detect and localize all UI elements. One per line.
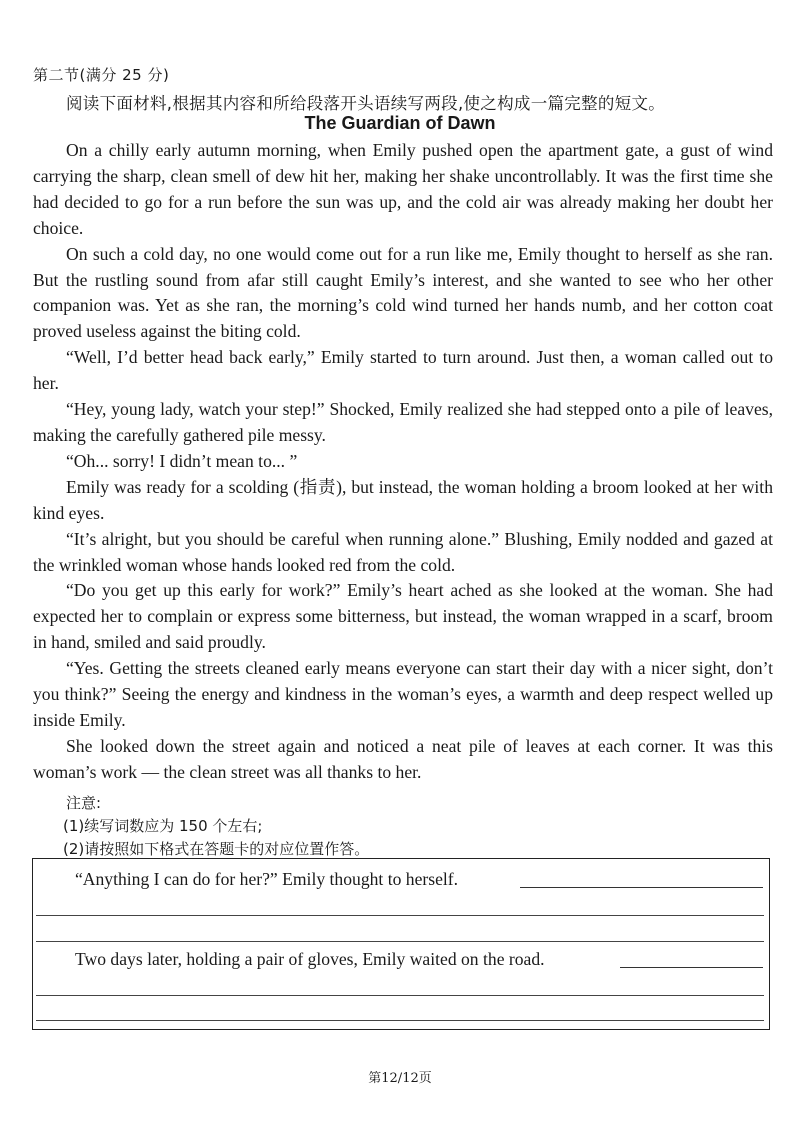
- paragraph: “Oh... sorry! I didn’t mean to... ”: [66, 450, 298, 471]
- prompt-1-text: “Anything I can do for her?” Emily thought to herself.: [75, 869, 459, 889]
- paragraph: Emily was ready for a scolding (指责), but instead, the woman holding a broom looked at her with kind eyes.: [33, 476, 773, 523]
- instruction: 阅读下面材料,根据其内容和所给段落开头语续写两段,使之构成一篇完整的短文。: [66, 94, 666, 113]
- paragraph: On such a cold day, no one would come out for a run like me, Emily thought to herself as she ran. But the rustling sound from afar still caught Emily’s interest, and she wanted to see who her other companion was. Yet as she ran, the morning’s cold wind turned her hands numb, and her cotton coat proved useless against the biting cold.: [33, 243, 773, 342]
- writing-line[interactable]: [36, 915, 764, 916]
- paragraph: “It’s alright, but you should be careful when running alone.” Blushing, Emily nodded and gazed at the wrinkled woman whose hands looked red from the cold.: [33, 528, 773, 575]
- writing-line[interactable]: [36, 1020, 764, 1021]
- paragraph: On a chilly early autumn morning, when Emily pushed open the apartment gate, a gust of wind carrying the sharp, clean smell of dew hit her, making her shake uncontrollably. It was the first time she had decided to go for a run before the sun was up, and the cold air was already making her doubt her choice.: [33, 140, 773, 238]
- paragraph: “Hey, young lady, watch your step!” Shocked, Emily realized she had stepped onto a pile of leaves, making the carefully gathered pile messy.: [33, 399, 773, 445]
- continuation-prompt-1: [75, 869, 458, 890]
- notes-header: 注意:: [66, 794, 102, 812]
- prompt-2-text: Two days later, holding a pair of gloves, Emily waited on the road.: [75, 949, 545, 969]
- paragraph: She looked down the street again and noticed a neat pile of leaves at each corner. It was this woman’s work — the clean street was all thanks to her.: [33, 735, 773, 782]
- note-item: (1)续写词数应为 150 个左右;: [63, 817, 263, 835]
- paragraph: “Do you get up this early for work?” Emily’s heart ached as she looked at the woman. She had expected her to complain or express some bitterness, but instead, the woman wrapped in a scarf, broom in hand, smiled and said proudly.: [33, 580, 773, 653]
- continuation-prompt-2: [75, 949, 545, 970]
- note-item: (2)请按照如下格式在答题卡的对应位置作答。: [63, 840, 370, 858]
- story-body: [33, 138, 773, 786]
- story-title: The Guardian of Dawn: [304, 113, 496, 133]
- section-header: 第二节(满分 25 分): [33, 66, 170, 84]
- writing-line[interactable]: [36, 995, 764, 996]
- paragraph: “Well, I’d better head back early,” Emily started to turn around. Just then, a woman called out to her.: [33, 347, 773, 394]
- writing-line[interactable]: [36, 941, 764, 942]
- paragraph: “Yes. Getting the streets cleaned early means everyone can start their day with a nicer sight, don’t you think?” Seeing the energy and kindness in the woman’s eyes, a warmth and deep respect welled up inside Emily.: [33, 658, 773, 730]
- writing-blank-2[interactable]: [620, 967, 763, 968]
- writing-blank-1[interactable]: [520, 887, 763, 888]
- page-number: 第12/12页: [368, 1071, 432, 1086]
